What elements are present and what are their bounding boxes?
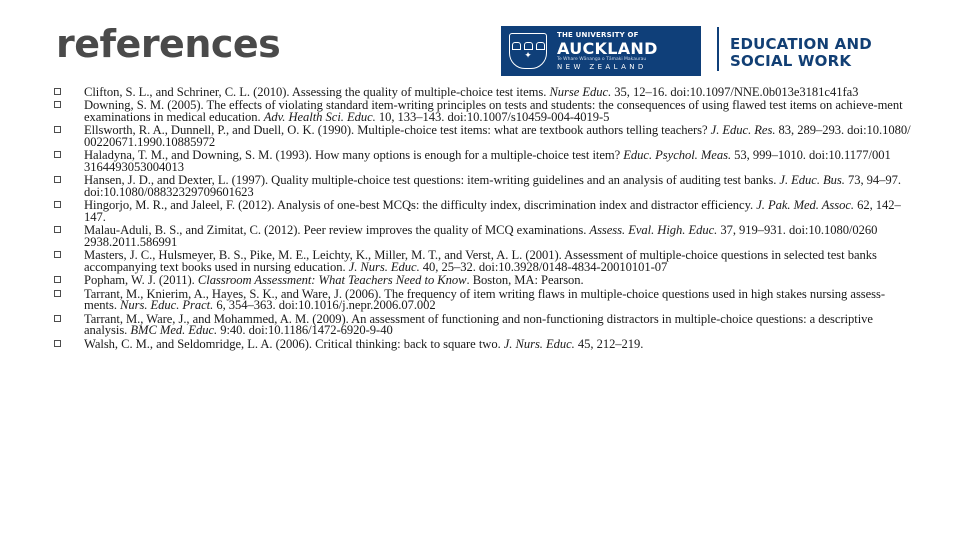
reference-details: . Boston, MA: Pearson. — [466, 273, 584, 288]
reference-text: Popham, W. J. (2011). — [84, 273, 198, 288]
bullet-icon — [54, 315, 61, 322]
reference-source: J. Nurs. Educ. — [503, 336, 575, 351]
reference-text: Haladyna, T. M., and Downing, S. M. (1993). How many options is enough for a multiple-choice test item? — [84, 148, 624, 163]
reference-details: 40, 25–32. doi:10.3928/0148-4834-20010101-07 — [419, 259, 668, 274]
reference-item — [54, 200, 914, 223]
reference-source: Assess. Eval. High. Educ. — [589, 223, 718, 238]
reference-source: Classroom Assessment: What Teachers Need to Know — [197, 273, 467, 288]
reference-item — [54, 175, 914, 198]
bullet-icon — [54, 201, 61, 208]
bullet-icon — [54, 101, 61, 108]
reference-item — [54, 250, 914, 273]
logo-motto: Te Whare Wānanga o Tāmaki Makaurau — [557, 56, 647, 62]
reference-text: Malau-Aduli, B. S., and Zimitat, C. (2012). Peer review improves the quality of MCQ examinations. — [84, 223, 590, 238]
reference-text: Tarrant, M., Ware, J., and Mohammed, A. M. (2009). An assessment of functioning and non-functioning distractors in multiple-choice questions: a descriptive analysis. — [84, 311, 873, 338]
reference-source: J. Educ. Res. — [710, 123, 776, 138]
bullet-icon — [54, 290, 61, 297]
bullet-icon — [54, 126, 61, 133]
bullet-icon — [54, 276, 61, 283]
reference-item — [54, 225, 914, 248]
reference-source: J. Pak. Med. Assoc. — [756, 198, 854, 213]
reference-details: 6, 354–363. doi:10.1016/j.nepr.2006.07.002 — [213, 298, 436, 313]
university-logo — [501, 26, 701, 76]
reference-item — [54, 100, 914, 123]
reference-details: 62, 142–147. — [84, 198, 901, 224]
faculty-line-2: SOCIAL WORK — [730, 52, 852, 70]
reference-text: Downing, S. M. (2005). The effects of violating standard item-writing principles on tests and students: the consequences of using flawed test items on achieve-ment examinations in medical education. — [84, 98, 903, 124]
reference-details: 83, 289–293. doi:10.1080/ 00220671.1990.10885972 — [84, 123, 911, 149]
page-title: references — [56, 22, 281, 66]
logo-country: NEW ZEALAND — [557, 62, 647, 71]
logo-divider — [717, 27, 719, 71]
faculty-name — [730, 36, 872, 70]
bullet-icon — [54, 226, 61, 233]
reference-text: Masters, J. C., Hulsmeyer, B. S., Pike, M. E., Leichty, K., Miller, M. T., and Verst, A. L. (2001). Assessment of multiple-choice questions in selected test banks accompanying text books used in nursing education. — [84, 248, 877, 274]
bullet-icon — [54, 176, 61, 183]
bullet-icon — [54, 88, 61, 95]
reference-text: Tarrant, M., Knierim, A., Hayes, S. K., and Ware, J. (2006). The frequency of item writing flaws in multiple-choice questions used in high stakes nursing assess-ments. — [84, 286, 886, 313]
reference-text: Clifton, S. L., and Schriner, C. L. (2010). Assessing the quality of multiple-choice test items. — [84, 85, 550, 99]
reference-item — [54, 87, 914, 99]
bullet-icon — [54, 340, 61, 347]
reference-item — [54, 275, 914, 287]
reference-source: Nurs. Educ. Pract. — [120, 298, 214, 313]
reference-source: J. Nurs. Educ. — [348, 259, 420, 274]
reference-details: 53, 999–1010. doi:10.1177/001 3164493053004013 — [84, 148, 891, 174]
reference-details: 9:40. doi:10.1186/1472-6920-9-40 — [217, 323, 393, 338]
bullet-icon — [54, 151, 61, 158]
reference-details: 35, 12–16. doi:10.1097/NNE.0b013e3181c41fa3 — [611, 85, 859, 99]
reference-text: Walsh, C. M., and Seldomridge, L. A. (2006). Critical thinking: back to square two. — [84, 336, 504, 351]
crest-icon: ✦ — [509, 33, 547, 69]
reference-details: 45, 212–219. — [574, 336, 644, 351]
reference-item — [54, 150, 914, 173]
reference-source: Adv. Health Sci. Educ. — [263, 109, 376, 124]
reference-text: Hansen, J. D., and Dexter, L. (1997). Quality multiple-choice test questions: item-writing guidelines and an analysis of auditing test banks. — [84, 173, 780, 188]
reference-details: 10, 133–143. doi:10.1007/s10459-004-4019-5 — [375, 109, 610, 124]
bullet-icon — [54, 251, 61, 258]
reference-item — [54, 311, 914, 338]
reference-details: 73, 94–97. doi:10.1080/08832329709601623 — [84, 173, 901, 199]
reference-text: Ellsworth, R. A., Dunnell, P., and Duell, O. K. (1990). Multiple-choice test items: what are textbook authors telling teachers? — [84, 123, 711, 138]
reference-text: Hingorjo, M. R., and Jaleel, F. (2012). Analysis of one-best MCQs: the difficulty index, discrimination index and distractor efficiency. — [84, 198, 757, 213]
reference-item — [54, 336, 914, 351]
reference-list — [54, 87, 914, 352]
reference-details: 37, 919–931. doi:10.1080/0260 2938.2011.586991 — [84, 223, 878, 249]
reference-source: J. Educ. Bus. — [779, 173, 845, 188]
reference-source: BMC Med. Educ. — [130, 323, 218, 338]
reference-item — [54, 125, 914, 148]
reference-item — [54, 286, 914, 313]
reference-source: Educ. Psychol. Meas. — [623, 148, 732, 163]
logo-the: THE UNIVERSITY OF — [557, 30, 639, 39]
logo-university-name: AUCKLAND — [557, 38, 658, 58]
reference-source: Nurse Educ. — [549, 85, 612, 99]
faculty-line-1: EDUCATION AND — [730, 35, 872, 53]
